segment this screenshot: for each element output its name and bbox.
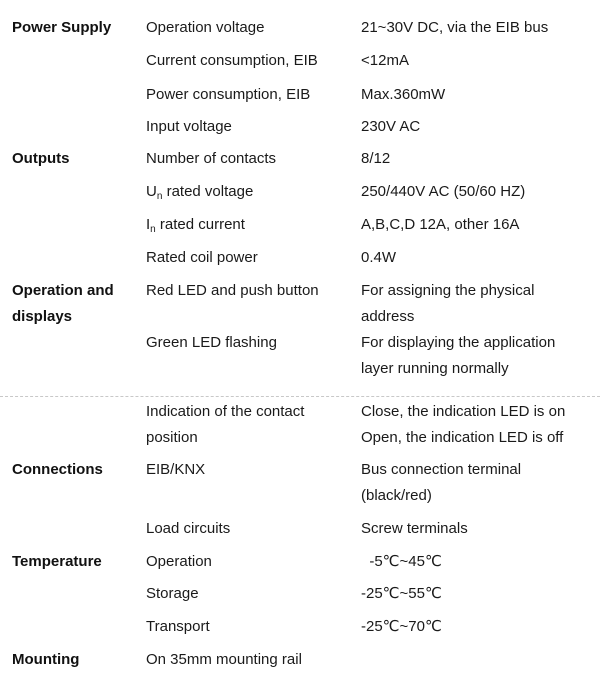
param-rated-current-label: rated current <box>155 216 245 233</box>
param-number-of-contacts: Number of contacts <box>146 150 277 167</box>
value-green-led-line-1: For displaying the application <box>361 334 556 351</box>
value-eib-knx <box>361 457 521 509</box>
param-rated-voltage <box>146 179 253 205</box>
value-red-led <box>361 278 534 330</box>
value-current-consumption: <12mA <box>361 52 409 69</box>
value-temp-storage: -25℃~55℃ <box>361 585 442 602</box>
param-contact-indication-line-1: Indication of the contact <box>146 403 305 420</box>
section-operation-displays-line-2: displays <box>12 308 73 325</box>
value-rated-current: A,B,C,D 12A, other 16A <box>361 216 520 233</box>
value-rated-voltage: 250/440V AC (50/60 HZ) <box>361 183 526 200</box>
value-green-led-line-2: layer running normally <box>361 360 509 377</box>
param-green-led: Green LED flashing <box>146 334 277 351</box>
value-load-circuits: Screw terminals <box>361 520 468 537</box>
value-contact-indication <box>361 399 565 451</box>
value-operation-voltage: 21~30V DC, via the EIB bus <box>361 19 549 36</box>
value-temp-operation: -5℃~45℃ <box>361 553 442 570</box>
param-red-led: Red LED and push button <box>146 282 319 299</box>
param-contact-indication <box>146 399 304 451</box>
value-green-led <box>361 330 555 382</box>
param-temp-storage: Storage <box>146 585 199 602</box>
param-rated-coil-power: Rated coil power <box>146 249 258 266</box>
section-power-supply: Power Supply <box>12 19 112 36</box>
param-operation-voltage: Operation voltage <box>146 19 265 36</box>
value-eib-knx-line-1: Bus connection terminal <box>361 461 522 478</box>
section-mounting: Mounting <box>12 651 80 668</box>
param-rated-voltage-symbol: U <box>146 183 157 200</box>
param-load-circuits: Load circuits <box>146 520 231 537</box>
param-eib-knx: EIB/KNX <box>146 461 206 478</box>
section-operation-displays-line-1: Operation and <box>12 282 114 299</box>
param-rated-voltage-subscript: n <box>156 191 163 202</box>
value-contact-indication-line-2: Open, the indication LED is off <box>361 429 564 446</box>
param-current-consumption: Current consumption, EIB <box>146 52 318 69</box>
value-power-consumption: Max.360mW <box>361 86 446 103</box>
param-mounting-rail: On 35mm mounting rail <box>146 651 302 668</box>
section-connections: Connections <box>12 461 103 478</box>
value-contact-indication-line-1: Close, the indication LED is on <box>361 403 566 420</box>
section-operation-displays <box>12 278 114 330</box>
param-input-voltage: Input voltage <box>146 118 232 135</box>
value-input-voltage: 230V AC <box>361 118 421 135</box>
section-temperature: Temperature <box>12 553 102 570</box>
param-temp-transport: Transport <box>146 618 210 635</box>
value-red-led-line-1: For assigning the physical <box>361 282 535 299</box>
param-rated-current-symbol: I <box>146 216 151 233</box>
param-rated-current <box>146 212 245 238</box>
value-rated-coil-power: 0.4W <box>361 249 397 266</box>
param-rated-voltage-label: rated voltage <box>162 183 254 200</box>
page-divider <box>0 396 600 397</box>
value-eib-knx-line-2: (black/red) <box>361 487 432 504</box>
value-number-of-contacts: 8/12 <box>361 150 391 167</box>
param-rated-current-subscript: n <box>150 224 156 235</box>
value-red-led-line-2: address <box>361 308 415 325</box>
param-contact-indication-line-2: position <box>146 429 198 446</box>
section-outputs: Outputs <box>12 150 70 167</box>
value-temp-transport: -25℃~70℃ <box>361 618 442 635</box>
param-temp-operation: Operation <box>146 553 212 570</box>
param-power-consumption: Power consumption, EIB <box>146 86 311 103</box>
